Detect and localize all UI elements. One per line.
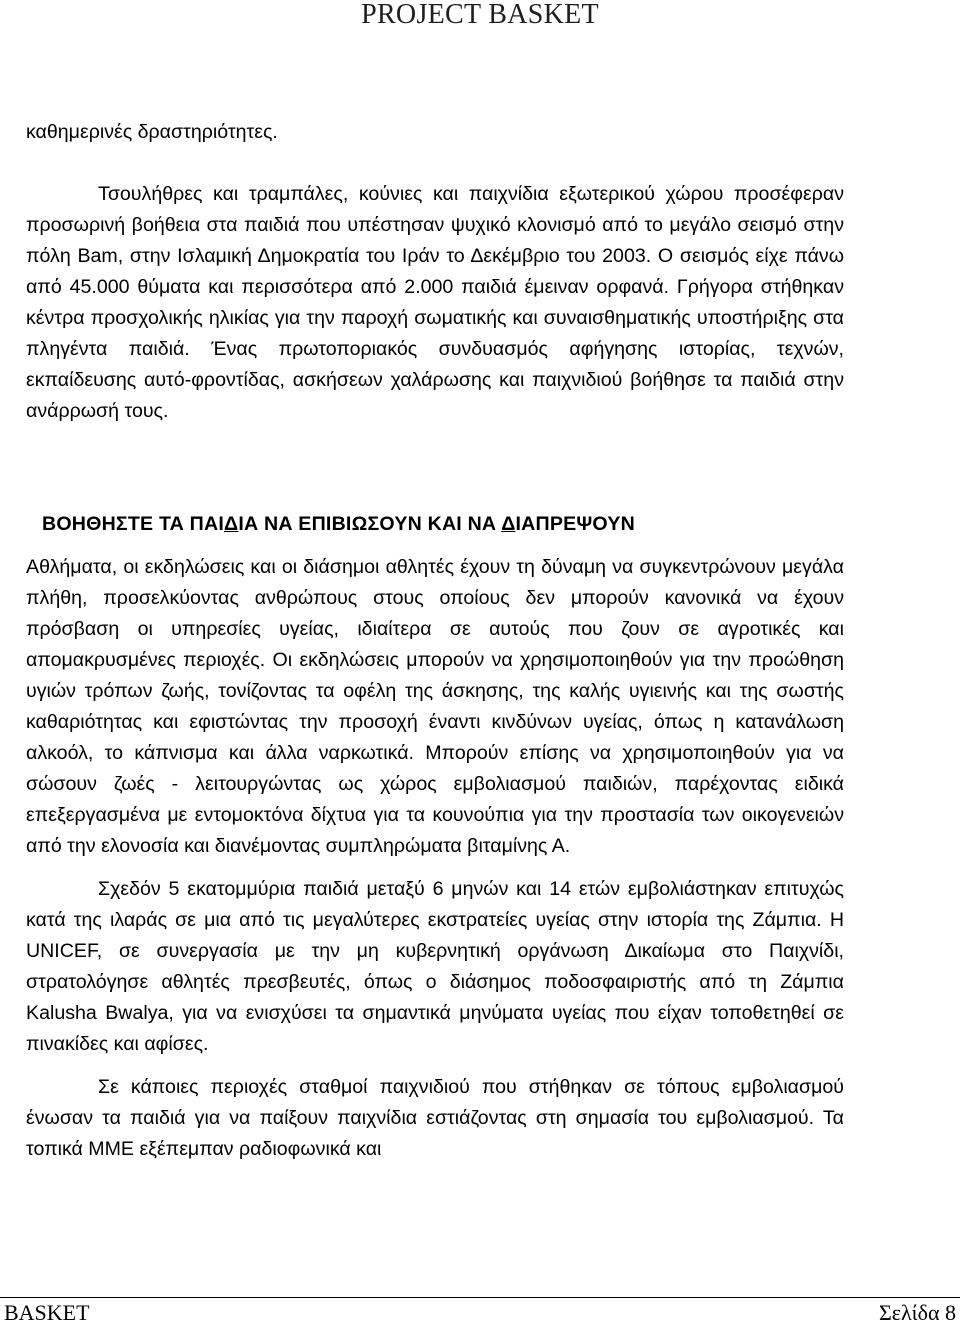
paragraph-zambia-measles: Σχεδόν 5 εκατομμύρια παιδιά μεταξύ 6 μηνών και 14 ετών εμβολιάστηκαν επιτυχώς κατά της ιλαράς σε μια από τις μεγαλύτερες εκστρατείες υγείας στην ιστορία της Ζάμπια. Η UNICEF, σε συνεργασία με την μη κυβερνητική οργάνωση Δικαίωμα στο Παιχνίδι, στρατολόγησε αθλητές πρεσβευτές, όπως ο διάσημος ποδοσφαιριστής από τη Ζάμπια Kalusha Bwalya, για να ενισχύσει τα σημαντικά μηνύματα υγείας που είχαν τοποθετηθεί σε πινακίδες και αφίσες. — [26, 878, 844, 1055]
header-title: PROJECT BASKET — [361, 0, 599, 30]
paragraph-continuation: καθημερινές δραστηριότητες. — [26, 121, 278, 143]
footer-left-text: BASKET — [4, 1300, 90, 1325]
heading-part-1: ΒΟΗΘΗΣΤΕ ΤΑ ΠΑΙ — [42, 513, 225, 535]
paragraph-play-stations: Σε κάποιες περιοχές σταθμοί παιχνιδιού που στήθηκαν σε τόπους εμβολιασμού ένωσαν τα παιδιά για να παίξουν παιχνίδια εστιάζοντας στη σημασία του εμβολιασμού. Τα τοπικά ΜΜΕ εξέπεμπαν ραδιοφωνικά και — [26, 1076, 844, 1160]
page-number: Σελίδα 8 — [878, 1300, 956, 1325]
paragraph-bam-earthquake: Τσουλήθρες και τραμπάλες, κούνιες και παιχνίδια εξωτερικού χώρου προσέφεραν προσωρινή βοήθεια στα παιδιά που υπέστησαν ψυχικό κλονισμό από το μεγάλο σεισμό στην πόλη Bam, στην Ισλαμική Δημοκρατία του Ιράν το Δεκέμβριο του 2003. Ο σεισμός είχε πάνω από 45.000 θύματα και περισσότερα από 2.000 παιδιά έμειναν ορφανά. Γρήγορα στήθηκαν κέντρα προσχολικής ηλικίας για την παροχή σωματικής και συναισθηματικής υποστήριξης στα πληγέντα παιδιά. Ένας πρωτοποριακός συνδυασμός αφήγησης ιστορίας, τεχνών, εκπαίδευσης αυτό-φροντίδας, ασκήσεων χαλάρωσης και παιχνιδιού βοήθησε τα παιδιά στην ανάρρωσή τους. — [26, 183, 844, 422]
heading-part-5: ΙΑΠΡΕΨΟΥΝ — [515, 513, 635, 535]
heading-part-2: Δ — [224, 513, 239, 535]
heading-part-4: Δ — [501, 513, 516, 535]
heading-part-3: ΙΑ ΝΑ ΕΠΙΒΙΩΣΟΥΝ ΚΑΙ ΝΑ — [238, 513, 502, 535]
document-body — [26, 117, 844, 1165]
paragraph-sports-events: Αθλήματα, οι εκδηλώσεις και οι διάσημοι αθλητές έχουν τη δύναμη να συγκεντρώνουν μεγάλα πλήθη, προσελκύοντας ανθρώπους στους οποίους δεν μπορούν κανονικά να έχουν πρόσβαση οι υπηρεσίες υγείας, ιδιαίτερα σε αυτούς που ζουν σε αγροτικές και απομακρυσμένες περιοχές. Οι εκδηλώσεις μπορούν να χρησιμοποιηθούν για την προώθηση υγιών τρόπων ζωής, τονίζοντας τα οφέλη της άσκησης, της καλής υγιεινής και της σωστής καθαριότητας και εφιστώντας την προσοχή έναντι κινδύνων υγείας, όπως η κατανάλωση αλκοόλ, το κάπνισμα και άλλα ναρκωτικά. Μπορούν επίσης να χρησιμοποιηθούν για να σώσουν ζωές - λειτουργώντας ως χώρος εμβολιασμού παιδιών, παρέχοντας ειδικά επεξεργασμένα με εντομοκτόνα δίχτυα για τα κουνούπια για την προστασία των οικογενειών από την ελονοσία και διανέμοντας συμπληρώματα βιταμίνης Α. — [26, 556, 844, 857]
section-heading — [42, 509, 844, 540]
page-footer — [0, 1297, 960, 1328]
page-header — [0, 0, 960, 34]
